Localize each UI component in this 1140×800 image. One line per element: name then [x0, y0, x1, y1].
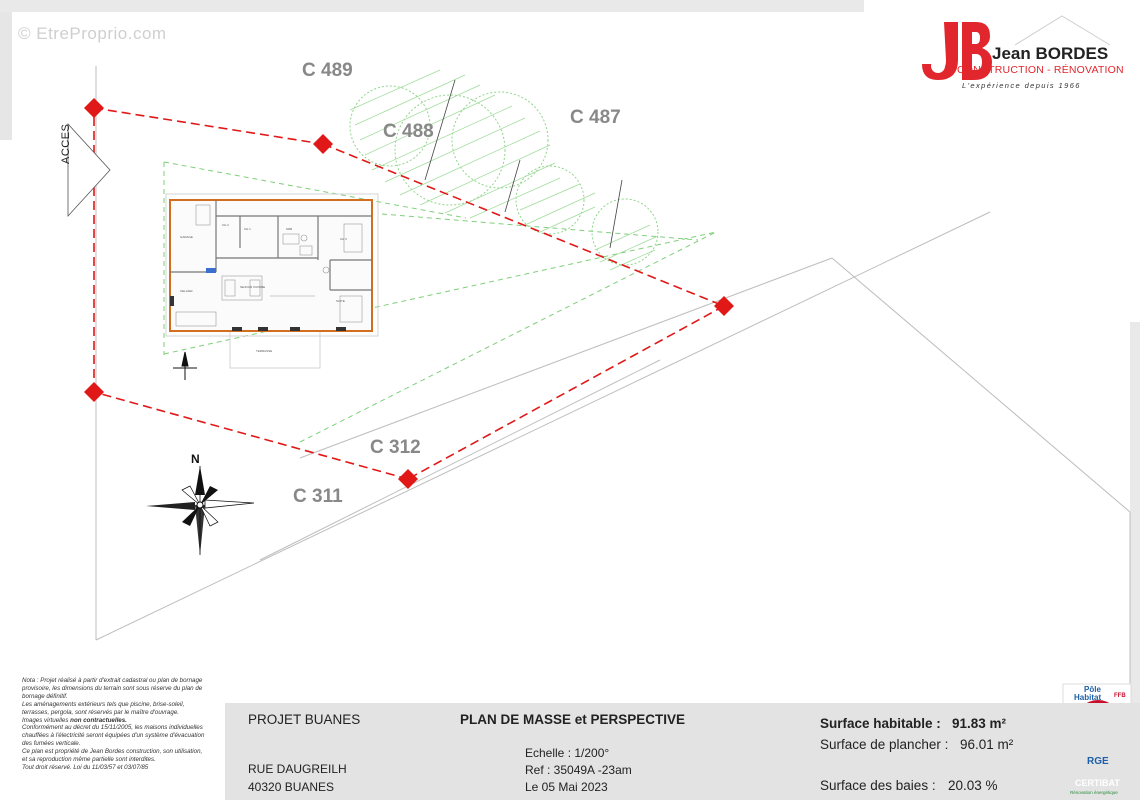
svg-text:GARAGE: GARAGE — [180, 235, 193, 239]
note-line: Ce plan est propriété de Jean Bordes construction, son utilisation, — [22, 748, 203, 756]
svg-text:SDB: SDB — [286, 227, 293, 231]
surface-plancher-label: Surface de plancher : — [820, 737, 949, 752]
note-line: bornage définitif. — [22, 692, 68, 700]
logo-company-name: Jean BORDES — [992, 44, 1109, 63]
north-label: N — [191, 452, 200, 466]
parcel-label-c487: C 487 — [570, 107, 621, 128]
address-line-1: RUE DAUGREILH — [248, 762, 347, 776]
svg-text:TERRASSE: TERRASSE — [256, 349, 273, 353]
certibat-subtitle: Rénovation énergétique — [1070, 790, 1118, 795]
pole-habitat-line2: Habitat — [1074, 693, 1102, 702]
logo-since: L'expérience depuis 1966 — [962, 81, 1081, 90]
svg-text:SUITE: SUITE — [336, 299, 345, 303]
plan-ref: Ref : 35049A -23am — [525, 763, 632, 777]
surface-baies-label: Surface des baies : — [820, 778, 936, 793]
svg-text:SEJOUR CUISINE: SEJOUR CUISINE — [240, 285, 266, 289]
project-name: PROJET BUANES — [248, 712, 361, 727]
access-label: ACCES — [60, 123, 72, 164]
parcel-label-c488: C 488 — [383, 121, 434, 142]
note-line — [22, 717, 218, 725]
svg-text:CH 3: CH 3 — [340, 237, 347, 241]
note-line: Tout droit réservé. Loi du 11/03/57 et 03/07/85 — [22, 763, 149, 771]
note-line: et sa reproduction même partielle sont interdites. — [22, 756, 156, 764]
note-line: provisoire, les dimensions du terrain sont sous réserve du plan de — [22, 684, 203, 692]
surface-habitable-label: Surface habitable : — [820, 716, 941, 731]
plan-date: Le 05 Mai 2023 — [525, 780, 608, 794]
note-line: Conformément au décret du 15/11/2005, les maisons individuelles — [22, 724, 203, 732]
note-line: terrasses, pergola, sont réservés par le maître d'ouvrage. — [22, 708, 179, 716]
surface-habitable-value: 91.83 m² — [952, 716, 1007, 731]
plan-scale: Echelle : 1/200° — [525, 746, 610, 760]
note-line: Les aménagements extérieurs tels que piscine, brise-soleil, — [22, 700, 185, 708]
surface-baies-value: 20.03 % — [948, 778, 998, 793]
note-virtual: Images virtuelles — [22, 716, 69, 724]
logo-tagline: CONSTRUCTION - RÉNOVATION — [957, 64, 1124, 76]
pole-habitat-line1: Pôle — [1084, 685, 1101, 694]
watermark-text: © EtreProprio.com — [18, 24, 167, 43]
svg-text:CH 1: CH 1 — [244, 227, 251, 231]
certibat-label: CERTIBAT — [1075, 778, 1120, 788]
pole-habitat-ffb: FFB — [1114, 693, 1126, 699]
note-line: des fumées verticale. — [22, 740, 81, 748]
parcel-label-c489: C 489 — [302, 60, 353, 81]
disclaimer-note — [22, 677, 218, 772]
house-floor-plan — [170, 200, 372, 353]
surface-plancher-value: 96.01 m² — [960, 737, 1014, 752]
rge-label: RGE — [1087, 756, 1109, 767]
parcel-label-c311: C 311 — [293, 486, 343, 507]
svg-text:CELLIER: CELLIER — [180, 289, 193, 293]
parcel-label-c312: C 312 — [370, 437, 421, 458]
note-line: Nota : Projet réalisé à partir d'extrait cadastral ou plan de bornage — [22, 677, 203, 684]
svg-text:CH 2: CH 2 — [222, 223, 229, 227]
address-line-2: 40320 BUANES — [248, 780, 335, 794]
note-line: chauffées à l'électricité seront équipées d'un système d'évacuation — [22, 732, 205, 740]
plan-title: PLAN DE MASSE et PERSPECTIVE — [460, 712, 686, 727]
note-non-contractual: non contractuelles. — [70, 716, 127, 724]
